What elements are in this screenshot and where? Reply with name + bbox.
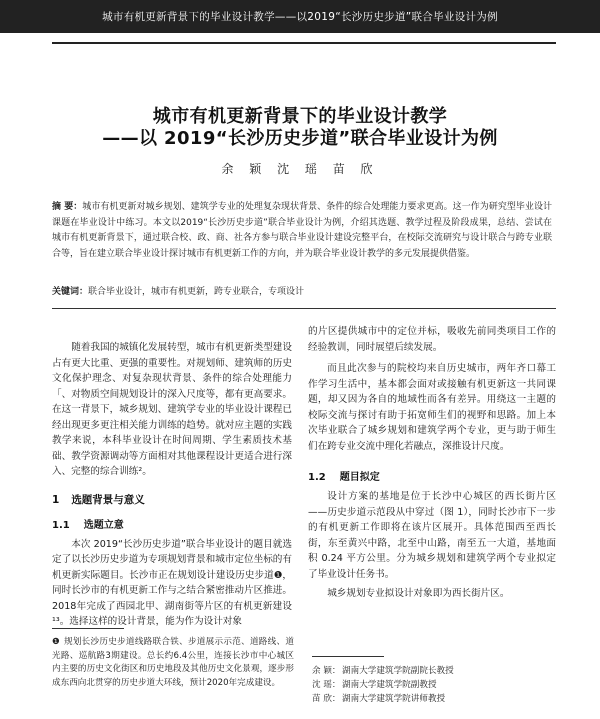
footnote [52,636,294,690]
section-1-1-paragraph: 本次 2019“长沙历史步道”联合毕业设计的题目就选定了以长沙历史步道为专项规划背景和城市定位坐标的有机更新实际题目。长沙市正在规划设计建设历史步道❶，同时长沙市的有机更新工作与之结合紧密推动片区推进。2018年完成了西园北甲、湖南街等片区的有机更新建设¹³。选择这样的设计背景，能为作为设计对象 [52,538,292,627]
section-1-2-paragraph: 设计方案的基地是位于长沙中心城区的西长街片区——历史步道示范段从中穿过（图 1），同时长沙市下一步的有机更新工作即将在该片区展开。具体范围西至西长街，东至黄兴中路，北至中山路，南至五一大道，基地面积 0.24 平方公里。分为城乡规划和建筑学两个专业拟定了毕业设计任务书。 [308,491,556,580]
section-1-1-title: 选题立意 [83,519,124,531]
footnote-marker: ❶ [52,637,60,647]
abstract-label: 摘 要： [52,202,83,212]
author-affiliations [312,664,556,706]
section-1-2-paragraph-2: 城乡规划专业拟设计对象即为西长街片区。 [327,588,510,599]
continued-paragraph: 的片区提供城市中的定位并标，吸收先前同类项目工作的经验教训，同时展望后续发展。 [308,326,556,353]
abstract-text: 城市有机更新对城乡规划、建筑学专业的处理复杂现状背景、条件的综合处理能力要求更高。这一作为研究型毕业设计课题在毕业设计中练习。本文以2019“长沙历史步道”联合毕业设计为例，介绍其选题、教学过程及阶段成果，总结、尝试在城市有机更新背景下，通过联合校、政、商、社各方参与联合毕业设计建设完整平台，在校际交流研究与设计联合与跨专业联合等，旨在建立联合毕业设计探讨城市有机更新工作的方向，并为联合毕业设计教学的多元发展提供借鉴。 [52,202,552,259]
author-affiliation-row [312,678,556,692]
author-name: 余 颖： [312,666,341,676]
article-title-line1: 城市有机更新背景下的毕业设计教学 [152,106,448,127]
section-1-2-title: 题目拟定 [339,472,380,483]
cross-school-paragraph: 而且此次参与的院校均来自历史城市，两年齐口幕工作学习生活中，基本都会面对或接触有机更新这一共同课题，却又因为各自的地域性而各有差异。用绕这一主题的校际交流与探讨有助于拓宽师生们的视野和思路。加上本次毕业联合了城乡规划和建筑学两个专业，更与助于师生们在跨专业交流中理化若融点，深推设计尺度。 [308,363,556,452]
section-1-1-heading [52,516,292,531]
section-1-1-number: 1.1 [52,519,70,531]
section-1-heading [52,492,292,507]
author-affiliation: 湖南大学建筑学院副教授 [342,680,437,690]
running-header [0,0,600,33]
author-affiliation-row [312,664,556,678]
keywords-text: 联合毕业设计，城市有机更新，跨专业联合，专项设计 [88,287,305,297]
author-names: 余 颖 沈 瑶 苗 欣 [221,162,379,176]
abstract [52,200,552,262]
article-title-line2: ——以 2019“长沙历史步道”联合毕业设计为例 [102,128,498,149]
section-1-title: 选题背景与意义 [71,493,145,506]
author-name: 沈 瑶： [312,680,341,690]
footnote-text: 规划长沙历史步道线路联合铁、步道展示示范、道路线、道光路、巡航路3期建设。总长约6.4公里，连接长沙市中心城区内主要的历史文化街区和历史地段及其他历史文化景观，逐步形成东西向北贯穿的历史步道大环线，预计2020年完成建设。 [52,637,294,688]
running-header-title: 城市有机更新背景下的毕业设计教学——以2019“长沙历史步道”联合毕业设计为例 [102,11,498,23]
header-divider [52,42,556,44]
intro-paragraph: 随着我国的城镇化发展转型，城市有机更新类型建设占有更大比重、更强的重要性。对规划师、建筑师的历史文化保护理念、对复杂现状背景、条件的综合处理能力「、对物质空间规划设计的深入尺度等，都有更高要求。在这一背景下，城乡规划、建筑学专业的毕业设计课程已经出现更多更注相关能力训练的趋势。就对应主题的实践教学来说，本科毕业设计在时间周期、学生素质技术基础、教学资源调动等方面相对其他课程设计更适合进行深入、完整的综合训练²。 [52,342,292,477]
section-1-2-heading [308,468,556,483]
author-affiliation: 湖南大学建筑学院副院长教授 [342,666,454,676]
keywords [52,285,552,300]
right-column [308,324,556,602]
abstract-divider [52,308,556,309]
author-name: 苗 欣： [312,694,341,704]
keywords-label: 关键词： [52,287,89,297]
author-affiliation: 湖南大学建筑学院讲师教授 [342,694,446,704]
author-info-divider [312,656,384,657]
section-1-2-number: 1.2 [308,472,326,483]
author-affiliation-row [312,692,556,706]
left-column [52,340,292,630]
footnote-divider [52,628,124,629]
section-1-number: 1 [52,493,60,506]
